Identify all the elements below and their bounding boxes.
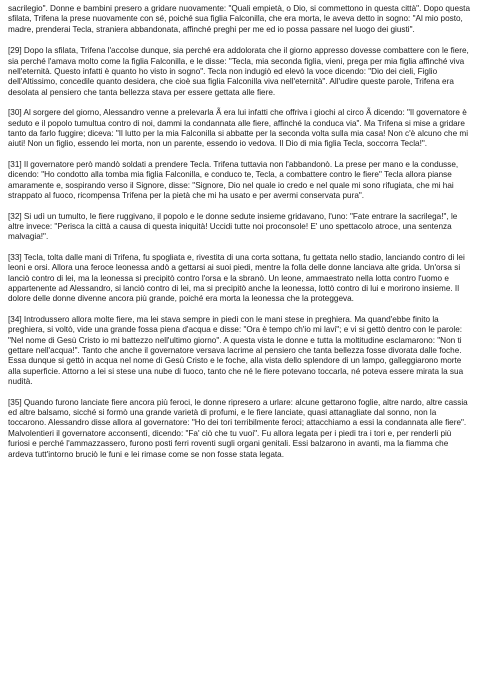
paragraph-34: [34] Introdussero allora molte fiere, ma lei stava sempre in piedi con le mani stese in preghiera. Ma quand'ebbe finito la preghiera, si voltò, vide una grande fossa piena d'acqua e disse: "Ora è tempo ch'io mi lavi"; e vi si gettò dentro con le parole: "Nel nome di Gesù Cristo io mi battezzo nell'ultimo giorno". A questa vista le donne e tutta la moltitudine esclamarono: "Non ti gettare nell'acqua!". Tanto che anche il governatore versava lacrime al pensiero che tanta bellezza fosse divorata dalle foche. Essa dunque si gettò in acqua nel nome di Gesù Cristo e le foche, alla vista dello splendore di un lampo, galleggiarono morte alla superficie. Attorno a lei si stese una nube di fuoco, tanto che né le fiere potevano toccarla, né poteva essere mirata la sua nudità. xyxy=(8,314,464,387)
paragraph-31: [31] Il governatore però mandò soldati a prendere Tecla. Trifena tuttavia non l'abbandonò. La prese per mano e la condusse, dicendo: "Ho condotto alla tomba mia figlia Falconilla, e conduco te, Tecla, a combattere contro le fiere" Tecla allora pianse amaramente e, sospirando verso il Signore, disse: "Signore, Dio nel quale io credo e nel quale mi sono rifugiata, che mi hai strappato al fuoco, ricompensa Trifena per la pietà che mi ha usato e per avermi conservata pura". xyxy=(8,159,459,201)
paragraph-32: [32] Si udì un tumulto, le fiere ruggivano, il popolo e le donne sedute insieme gridavano, l'uno: "Fate entrare la sacrilega!", le altre invece: "Perisca la città a causa di questa iniquità! Uccidi tutte noi proconsole! E' uno spettacolo atroce, una sentenza malvagia!". xyxy=(8,211,458,242)
paragraph-33: [33] Tecla, tolta dalle mani di Trifena, fu spogliata e, rivestita di una corta sottana, fu gettata nello stadio, lanciando contro di lei leoni e orsi. Allora una feroce leonessa andò a gettarsi ai suoi piedi, mentre la folla delle donne lanciava alte grida. Un'orsa si lanciò contro di lei, ma la leonessa si precipitò contro l'orsa e la sbranò. Un leone, ammaestrato nella lotta contro l'uomo e appartenente ad Alessandro, si lanciò contro di lei, ma si precipitò anche la leonessa, lottò contro di lui e morirono insieme. Il dolore delle donne divenne ancora più grande, poiché era morta la leonessa che la proteggeva. xyxy=(8,252,465,304)
paragraph-35: [35] Quando furono lanciate fiere ancora più feroci, le donne ripresero a urlare: alcune gettarono foglie, altre nardo, altre cassia ed altre balsamo, sicché si formò una grande varietà di profumi, e le fiere lanciate, quasi attanagliate dal sonno, non la toccarono. Alessandro disse allora al governatore: "Ho dei tori terribilmente feroci; attacchiamo a essi la condannata alle fiere". Malvolentieri il governatore acconsentì, dicendo: "Fa' ciò che tu vuoi". Fu allora legata per i piedi tra i tori e, per renderli più furiosi e perché l'ammazzassero, furono posti ferri roventi sugli organi genitali. Essi balzarono in avanti, ma la fiamma che ardeva tutt'intorno bruciò le funi e lei rimase come se non fosse stata legata. xyxy=(8,397,468,459)
paragraph-29: [29] Dopo la sfilata, Trifena l'accolse dunque, sia perché era addolorata che il giorno appresso dovesse combattere con le fiere, sia perché l'amava molto come la figlia Falconilla, e le disse: "Tecla, mia seconda figlia, vieni, prega per mia figlia affinché viva nell'eternità. Questo infatti è quanto ho visto in sogno". Tecla non indugiò ed elevò la voce dicendo: "Dio dei cieli, Figlio dell'Altissimo, concedile quanto desidera, che cioè sua figlia Falconilla viva nell'eternità". All'udire queste parole, Trifena era desolata al pensiero che tanta bellezza stava per essere gettata alle fiere. xyxy=(8,46,469,97)
paragraph-30: [30] Al sorgere del giorno, Alessandro venne a prelevarla Ã era lui infatti che offriva i giochi al circo Ã dicendo: "Il governatore è seduto e il popolo tumultua contro di noi, dammi la condannata alle fiere, affinché la conduca via". Ma Trifena si mise a gridare tanto da farlo fuggire; diceva: "Il lutto per la mia Falconilla si abbatte per la seconda volta sulla mia casa! Non c'è alcuno che mi aiuti! Non un figlio, essendo lei morta, non un parente, essendo io vedova. Il Dio di mia figlia Tecla, soccorra Tecla!". xyxy=(8,108,469,149)
paragraph-28-end: sacrilegio". Donne e bambini presero a gridare nuovamente: "Quali empietà, o Dio, si commettono in questa città". Dopo questa sfilata, Trifena la prese nuovamente con sé, poiché sua figlia Falconilla, che era morta, le aveva detto in sogno: "Al mio posto, madre, prenderai Tecla, straniera abbandonata, affinché preghi per me ed io possa passare nel luogo dei giusti". xyxy=(8,4,471,34)
